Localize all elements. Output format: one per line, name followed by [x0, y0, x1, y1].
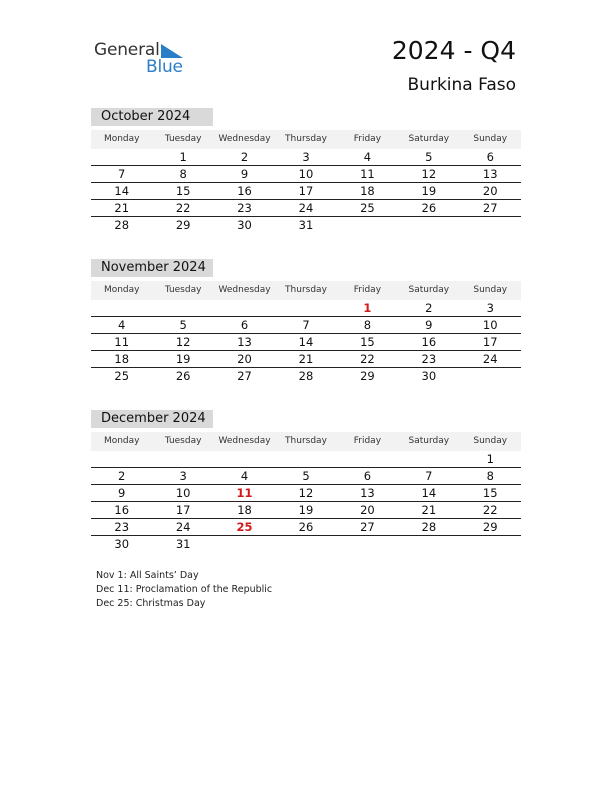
day-cell: 17 — [175, 503, 191, 517]
day-cell — [275, 300, 336, 316]
day-cell: 22 — [175, 201, 191, 215]
day-cell: 22 — [482, 503, 498, 517]
day-cell: 21 — [114, 201, 130, 215]
day-cell: 14 — [114, 184, 130, 198]
holiday-note: Nov 1: All Saints’ Day — [96, 570, 199, 581]
weekday-header: Thursday — [285, 436, 327, 446]
weekday-header: Sunday — [473, 134, 508, 144]
day-cell: 6 — [240, 318, 249, 332]
day-cell: 10 — [175, 486, 191, 500]
weekday-header: Saturday — [408, 134, 450, 144]
week-row — [91, 468, 521, 485]
day-cell: 23 — [421, 352, 437, 366]
week-row — [91, 217, 521, 233]
month-label — [91, 108, 213, 126]
day-cell — [398, 536, 459, 552]
day-cell: 16 — [114, 503, 130, 517]
day-cell: 11 — [360, 167, 375, 181]
day-cell: 30 — [237, 218, 252, 232]
day-cell: 10 — [298, 167, 314, 181]
month-label-text: December 2024 — [101, 411, 206, 426]
day-cell: 15 — [482, 486, 498, 500]
day-cell: 12 — [298, 486, 314, 500]
holiday-notes — [96, 569, 272, 611]
day-cell — [460, 368, 521, 384]
weekday-header: Wednesday — [218, 285, 271, 295]
day-cell: 21 — [421, 503, 437, 517]
week-row — [91, 317, 521, 334]
day-cell: 26 — [421, 201, 437, 215]
day-cell — [275, 536, 336, 552]
day-cell: 16 — [421, 335, 437, 349]
day-cell: 18 — [237, 503, 252, 517]
day-cell: 28 — [421, 520, 437, 534]
holiday-note: Dec 11: Proclamation of the Republic — [96, 584, 273, 595]
day-cell: 24 — [175, 520, 191, 534]
day-cell — [337, 451, 398, 467]
day-cell: 30 — [421, 369, 437, 383]
day-cell — [91, 149, 152, 165]
day-cell: 28 — [114, 218, 130, 232]
day-cell — [275, 451, 336, 467]
day-cell: 3 — [486, 301, 494, 315]
day-cell — [337, 536, 398, 552]
day-cell: 1 — [179, 150, 187, 164]
day-cell: 22 — [360, 352, 375, 366]
weekday-header: Sunday — [473, 436, 508, 446]
weekday-header: Tuesday — [164, 285, 202, 295]
day-cell: 12 — [175, 335, 191, 349]
day-cell: 19 — [421, 184, 437, 198]
weekday-header: Tuesday — [164, 436, 202, 446]
weekday-header: Friday — [353, 285, 382, 295]
week-row — [91, 451, 521, 468]
day-cell — [398, 217, 459, 233]
day-cell: 19 — [298, 503, 314, 517]
weekday-header: Friday — [353, 436, 382, 446]
day-cell: 13 — [360, 486, 375, 500]
day-cell: 13 — [237, 335, 252, 349]
month-label-text: November 2024 — [101, 260, 206, 275]
weekday-header: Wednesday — [218, 134, 271, 144]
day-cell: 14 — [421, 486, 437, 500]
day-cell: 9 — [240, 167, 249, 181]
day-cell: 29 — [482, 520, 498, 534]
general-blue-logo — [94, 40, 204, 80]
day-cell: 26 — [298, 520, 314, 534]
holiday-note: Dec 25: Christmas Day — [96, 598, 206, 609]
day-cell: 3 — [179, 469, 187, 483]
day-cell: 25 — [360, 201, 375, 215]
day-cell: 8 — [486, 469, 494, 483]
day-cell: 25 — [114, 369, 130, 383]
day-cell: 20 — [360, 503, 375, 517]
weekday-header: Friday — [353, 134, 382, 144]
month-block — [91, 259, 521, 384]
week-row — [91, 502, 521, 519]
weekday-header: Saturday — [408, 436, 450, 446]
page-title: 2024 - Q4 — [391, 36, 516, 65]
day-cell: 28 — [298, 369, 314, 383]
month-block — [91, 108, 521, 233]
day-cell: 8 — [363, 318, 372, 332]
day-cell: 27 — [237, 369, 252, 383]
day-cell: 24 — [482, 352, 498, 366]
day-cell — [460, 217, 521, 233]
weekday-header: Monday — [103, 436, 140, 446]
weekday-header: Monday — [103, 285, 140, 295]
weekday-header: Wednesday — [218, 436, 271, 446]
day-cell: 9 — [425, 318, 433, 332]
day-cell: 31 — [298, 218, 314, 232]
day-cell: 15 — [175, 184, 191, 198]
holiday-day-cell: 25 — [236, 520, 253, 534]
country-name: Burkina Faso — [407, 75, 516, 95]
day-cell: 2 — [240, 150, 249, 164]
day-cell — [152, 451, 213, 467]
week-row — [91, 351, 521, 368]
weekday-header-row — [91, 432, 521, 451]
day-cell: 18 — [114, 352, 130, 366]
day-cell: 8 — [179, 167, 187, 181]
day-cell: 4 — [118, 318, 126, 332]
week-row — [91, 200, 521, 217]
day-cell: 24 — [298, 201, 314, 215]
week-row — [91, 519, 521, 536]
day-cell: 29 — [360, 369, 375, 383]
day-cell — [214, 300, 275, 316]
day-cell: 27 — [360, 520, 375, 534]
holiday-day-cell: 11 — [236, 486, 253, 500]
day-cell: 20 — [482, 184, 498, 198]
month-block — [91, 410, 521, 552]
logo-text-blue: Blue — [146, 57, 183, 77]
day-cell: 5 — [425, 150, 433, 164]
day-cell: 31 — [175, 537, 191, 551]
month-label — [91, 410, 213, 428]
day-cell: 19 — [175, 352, 191, 366]
day-cell: 6 — [363, 469, 372, 483]
day-cell: 13 — [482, 167, 498, 181]
day-cell: 14 — [298, 335, 314, 349]
day-cell: 15 — [360, 335, 375, 349]
day-cell: 4 — [240, 469, 249, 483]
day-cell — [337, 217, 398, 233]
day-cell — [91, 300, 152, 316]
week-row — [91, 300, 521, 317]
day-cell — [214, 536, 275, 552]
logo-text-general: General — [94, 40, 160, 60]
day-cell: 11 — [114, 335, 130, 349]
weekday-header-row — [91, 130, 521, 149]
week-row — [91, 183, 521, 200]
day-cell: 26 — [175, 369, 191, 383]
week-row — [91, 149, 521, 166]
day-cell: 7 — [118, 167, 126, 181]
logo-triangle-icon — [161, 44, 183, 58]
month-label-text: October 2024 — [101, 109, 191, 124]
day-cell: 17 — [482, 335, 498, 349]
day-cell: 3 — [302, 150, 310, 164]
week-row — [91, 485, 521, 502]
day-cell: 5 — [302, 469, 310, 483]
day-cell — [152, 300, 213, 316]
day-cell: 9 — [118, 486, 126, 500]
weekday-header: Thursday — [285, 285, 327, 295]
weekday-header: Tuesday — [164, 134, 202, 144]
day-cell: 27 — [482, 201, 498, 215]
week-row — [91, 536, 521, 552]
day-cell: 17 — [298, 184, 314, 198]
week-row — [91, 368, 521, 384]
day-cell: 10 — [482, 318, 498, 332]
weekday-header: Saturday — [408, 285, 450, 295]
day-cell: 2 — [425, 301, 433, 315]
day-cell: 7 — [425, 469, 433, 483]
day-cell: 2 — [118, 469, 126, 483]
day-cell — [398, 451, 459, 467]
day-cell: 21 — [298, 352, 314, 366]
day-cell: 4 — [363, 150, 372, 164]
day-cell: 5 — [179, 318, 187, 332]
weekday-header-row — [91, 281, 521, 300]
day-cell: 16 — [237, 184, 252, 198]
weekday-header: Thursday — [285, 134, 327, 144]
day-cell: 23 — [114, 520, 130, 534]
day-cell: 7 — [302, 318, 310, 332]
week-row — [91, 166, 521, 183]
day-cell — [91, 451, 152, 467]
holiday-day-cell: 1 — [363, 301, 372, 315]
day-cell: 30 — [114, 537, 130, 551]
day-cell: 6 — [486, 150, 494, 164]
day-cell — [214, 451, 275, 467]
day-cell: 1 — [486, 452, 494, 466]
month-label — [91, 259, 213, 277]
day-cell — [460, 536, 521, 552]
week-row — [91, 334, 521, 351]
day-cell: 29 — [175, 218, 191, 232]
weekday-header: Monday — [103, 134, 140, 144]
weekday-header: Sunday — [473, 285, 508, 295]
day-cell: 20 — [237, 352, 252, 366]
day-cell: 18 — [360, 184, 375, 198]
day-cell: 23 — [237, 201, 252, 215]
day-cell: 12 — [421, 167, 437, 181]
